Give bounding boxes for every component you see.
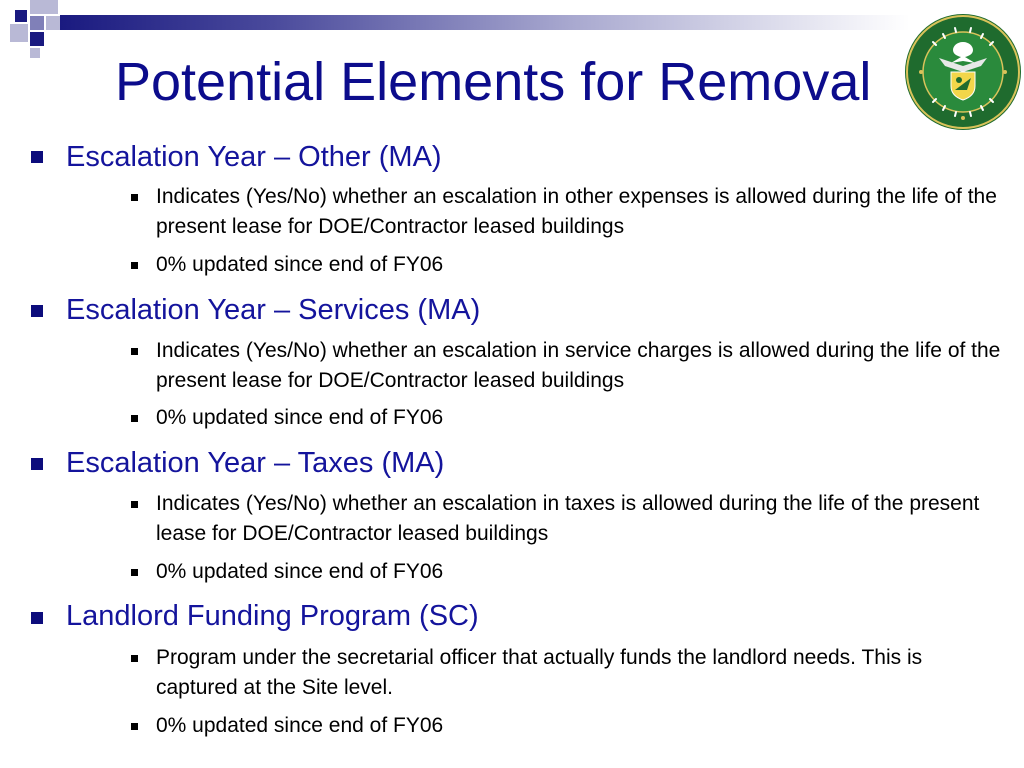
bullet-square-icon xyxy=(31,612,43,624)
decor-square xyxy=(30,0,58,14)
item-status: 0% updated since end of FY06 xyxy=(156,714,444,737)
decor-square xyxy=(30,48,40,58)
item-description: Program under the secretarial officer that actually funds the landlord needs. This is captured at the Site level. xyxy=(156,646,923,699)
item-status: 0% updated since end of FY06 xyxy=(156,560,444,583)
bullet-square-icon xyxy=(131,655,138,662)
decor-square xyxy=(15,10,27,22)
bullet-square-icon xyxy=(31,151,43,163)
bullet-square-icon xyxy=(31,305,43,317)
decor-square xyxy=(30,32,44,46)
item-heading: Landlord Funding Program (SC) xyxy=(66,600,479,632)
header-gradient-bar xyxy=(60,15,910,30)
bullet-square-icon xyxy=(131,262,138,269)
item-description: Indicates (Yes/No) whether an escalation in service charges is allowed during the life of the present lease for DOE/Contractor leased buildings xyxy=(156,339,1001,392)
item-description: Indicates (Yes/No) whether an escalation in taxes is allowed during the life of the present lease for DOE/Contractor leased buildings xyxy=(156,492,980,545)
bullet-square-icon xyxy=(131,194,138,201)
item-heading: Escalation Year – Other (MA) xyxy=(66,141,442,173)
bullet-square-icon xyxy=(131,723,138,730)
doe-seal-icon xyxy=(903,12,1023,132)
item-description: Indicates (Yes/No) whether an escalation in other expenses is allowed during the life of the present lease for DOE/Contractor leased buildings xyxy=(156,185,997,238)
bullet-square-icon xyxy=(131,569,138,576)
slide-title: Potential Elements for Removal xyxy=(115,52,872,112)
item-status: 0% updated since end of FY06 xyxy=(156,406,444,429)
bullet-square-icon xyxy=(131,348,138,355)
decor-square xyxy=(30,16,44,30)
bullet-square-icon xyxy=(131,415,138,422)
decor-square xyxy=(46,16,60,30)
bullet-square-icon xyxy=(131,501,138,508)
item-heading: Escalation Year – Taxes (MA) xyxy=(66,447,445,479)
item-heading: Escalation Year – Services (MA) xyxy=(66,294,481,326)
decor-square xyxy=(10,24,28,42)
bullet-square-icon xyxy=(31,458,43,470)
item-status: 0% updated since end of FY06 xyxy=(156,253,444,276)
